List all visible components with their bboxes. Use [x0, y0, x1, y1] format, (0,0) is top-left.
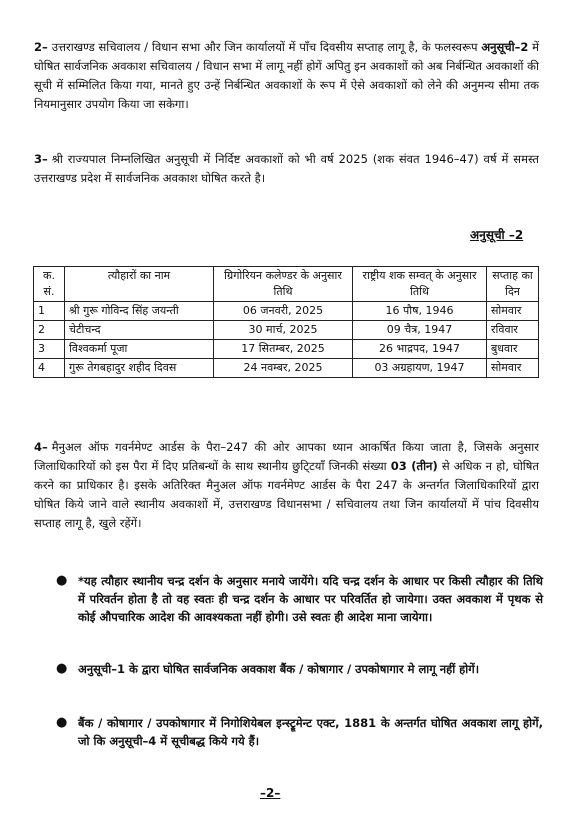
bullet-icon: ● [56, 573, 68, 588]
schedule-reference: अनुसूची–2 [481, 40, 529, 54]
paragraph-number: 4– [34, 440, 48, 454]
paragraph-text: मैनुअल ऑफ गवर्नमेण्ट आर्डस के पैरा–247 की ओर आपका ध्यान आकर्षित किया जाता है, जिसके अनुसार जिलाधिकारियों को इस पैरा में दिए प्रतिबन्धों के साथ स्थानीय छुटि्टयाँ जिनकी संख्या [34, 440, 539, 473]
table-row [34, 321, 539, 340]
paragraph-3 [34, 150, 539, 188]
column-header: राष्ट्रीय शक सम्वत् के अनुसार तिथि [353, 267, 487, 302]
column-header: सप्ताह का दिन [487, 267, 539, 302]
table-cell: विश्वकर्मा पूजा [65, 340, 214, 359]
list-item-text: अनुसूची–1 के द्वारा घोषित सार्वजनिक अवकाश बैंक / कोषागार / उपकोषागार मे लागू नहीं होगें। [78, 662, 480, 676]
table-cell: रविवार [487, 321, 539, 340]
table-cell: 17 सितम्बर, 2025 [214, 340, 353, 359]
page-number: –2– [260, 786, 281, 800]
schedule-heading: अनुसूची –2 [470, 228, 524, 242]
paragraph-text: से अधिक न हो, घोषित करने का प्राधिकार है। इसके अतिरिक्त मैनुअल ऑफ गवर्नमेण्ट आर्डस के पैरा 247 के अन्तर्गत जिलाधिकारियों द्वारा घोषित किये जाने वाले स्थानीय अवकाशों में, उत्तराखण्ड विधानसभा / सचिवालय तथा जिन कार्यालयों में पांच दिवसीय सप्ताह लागू है, खुले रहेंगें। [34, 459, 539, 530]
table-cell: सोमवार [487, 359, 539, 378]
list-item-text: *यह त्यौहार स्थानीय चन्द्र दर्शन के अनुसार मनाये जायेंगे। यदि चन्द्र दर्शन के आधार पर किसी त्यौहार की तिथि में परिवर्तन होता है तो वह स्वतः ही चन्द्र दर्शन के आधार पर परिवर्तित हो जायेगा। उक्त अवकाश में पृथक से कोई औपचारिक आदेश की आवश्यकता नहीं होगी। उसे स्वतः ही आदेश माना जायेगा। [78, 574, 543, 624]
column-header: त्यौहारों का नाम [65, 267, 214, 302]
table-cell: 1 [34, 302, 65, 321]
table-cell: 09 चैत्र, 1947 [353, 321, 487, 340]
table-cell: 06 जनवरी, 2025 [214, 302, 353, 321]
table-cell: 2 [34, 321, 65, 340]
table-row [34, 359, 539, 378]
table-row [34, 302, 539, 321]
paragraph-text: में घोषित सार्वजनिक अवकाश सचिवालय / विधान सभा में लागू नहीं होगें अपितु इन अवकाशों को अब निर्बन्धित अवकाशों की सूची में सम्मिलित किया गया, मानते हुए उन्हें निर्बन्धित अवकाशों के रूप में ऐसे अवकाशों को लेने की अनुमन्य सीमा तक नियमानुसार उपयोग किया जा सकेगा। [34, 40, 539, 111]
table-cell: चेटीचन्द [65, 321, 214, 340]
paragraph-text: उत्तराखण्ड सचिवालय / विधान सभा और जिन कार्यालयों में पाँच दिवसीय सप्ताह लागू है, के फलस्वरूप [51, 40, 482, 54]
table-cell: 30 मार्च, 2025 [214, 321, 353, 340]
table-header-row [34, 267, 539, 302]
list-item-text: बैंक / कोषागार / उपकोषागार में निगोशियेबल इन्स्ट्रूमेन्ट एक्ट, 1881 के अन्तर्गत घोषित अवकाश लागू होगें, जो कि अनुसूची–4 में सूचीबद्ध किये गये हैं। [78, 716, 543, 748]
table-cell: 26 भाद्रपद, 1947 [353, 340, 487, 359]
paragraph-2 [34, 38, 539, 114]
holiday-count: 03 (तीन) [390, 459, 438, 473]
table-cell: बुधवार [487, 340, 539, 359]
table-cell: 24 नवम्बर, 2025 [214, 359, 353, 378]
holiday-table [33, 266, 539, 378]
paragraph-text: श्री राज्यपाल निम्नलिखित अनुसूची में निर्दिष्ट अवकाशों को भी वर्ष 2025 (शक संवत 1946–47) वर्ष में समस्त उत्तराखण्ड प्रदेश में सार्वजनिक अवकाश घोषित करते है। [34, 152, 539, 185]
column-header: ग्रिगोरियन कलेण्डर के अनुसार तिथि [214, 267, 353, 302]
table-cell: 4 [34, 359, 65, 378]
column-header: क. सं. [34, 267, 65, 302]
bullet-icon: ● [56, 661, 68, 676]
table-row [34, 340, 539, 359]
table-cell: 03 अग्रहायण, 1947 [353, 359, 487, 378]
paragraph-number: 2– [34, 40, 48, 54]
table-cell: 3 [34, 340, 65, 359]
table-cell: गुरू तेगबहादुर शहीद दिवस [65, 359, 214, 378]
bullet-icon: ● [56, 715, 68, 730]
table-cell: 16 पौष, 1946 [353, 302, 487, 321]
paragraph-4 [34, 438, 539, 533]
paragraph-number: 3– [34, 152, 48, 166]
table-cell: श्री गुरू गोविन्द सिंह जयन्ती [65, 302, 214, 321]
table-cell: सोमवार [487, 302, 539, 321]
